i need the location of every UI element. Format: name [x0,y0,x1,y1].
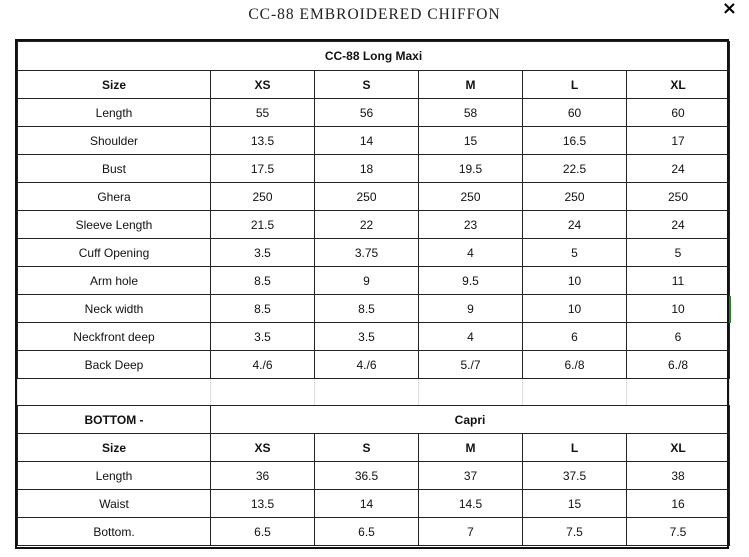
cell-selection-marker [729,296,731,323]
table-cell: 250 [523,183,627,211]
table-cell: 24 [627,155,730,183]
header-cell: M [419,71,523,99]
table-cell: 4 [419,239,523,267]
table-row [18,239,730,267]
table-cell: 60 [523,99,627,127]
row-label: Length [18,462,211,490]
row-label: Bust [18,155,211,183]
row-label: Cuff Opening [18,239,211,267]
size-chart-table [17,41,730,546]
empty-cell [18,379,211,406]
table-cell: 3.5 [211,239,315,267]
header-cell: Size [18,71,211,99]
table-row [18,462,730,490]
table-cell: 11 [627,267,730,295]
table-cell: 9.5 [419,267,523,295]
table-cell: 8.5 [211,295,315,323]
page-title: CC-88 EMBROIDERED CHIFFON [248,6,501,23]
table-cell: 9 [315,267,419,295]
table-cell: 24 [627,211,730,239]
table-cell: 24 [523,211,627,239]
table-cell: 6 [627,323,730,351]
table-cell: 18 [315,155,419,183]
table-cell: 5./7 [419,351,523,379]
table-row [18,295,730,323]
header-cell: S [315,434,419,462]
table-row [18,518,730,546]
row-label: Length [18,99,211,127]
table-cell: 3.5 [315,323,419,351]
empty-cell [211,379,315,406]
row-label: Back Deep [18,351,211,379]
table-cell: 37.5 [523,462,627,490]
spacer-row [18,379,730,406]
table-cell: 36 [211,462,315,490]
table-cell: 56 [315,99,419,127]
table-cell: 22.5 [523,155,627,183]
header-cell: XS [211,71,315,99]
table-cell: 10 [523,267,627,295]
table-cell: 7 [419,518,523,546]
row-label: Sleeve Length [18,211,211,239]
table-cell: 4 [419,323,523,351]
row-label: Neckfront deep [18,323,211,351]
header-cell: XL [627,434,730,462]
table-cell: 14.5 [419,490,523,518]
table-cell: 7.5 [523,518,627,546]
size-chart-body [18,42,730,546]
table-row [18,267,730,295]
empty-cell [315,379,419,406]
row-label: Neck width [18,295,211,323]
table-cell: 60 [627,99,730,127]
header-cell: L [523,434,627,462]
table-row [18,99,730,127]
table-row [18,183,730,211]
table-cell: 4./6 [211,351,315,379]
table-row [18,211,730,239]
table-cell: 4./6 [315,351,419,379]
table-row [18,490,730,518]
table-cell: 55 [211,99,315,127]
table-cell: 23 [419,211,523,239]
table-cell: 14 [315,127,419,155]
table-cell: 16 [627,490,730,518]
header-cell: S [315,71,419,99]
table-cell: 58 [419,99,523,127]
empty-cell [419,379,523,406]
table-cell: 36.5 [315,462,419,490]
table-cell: 3.75 [315,239,419,267]
row-label: Shoulder [18,127,211,155]
table-row [18,127,730,155]
table-row [18,351,730,379]
top-table-header-row [18,71,730,99]
table-cell: 8.5 [315,295,419,323]
row-label: Bottom. [18,518,211,546]
table-cell: 22 [315,211,419,239]
header-cell: XS [211,434,315,462]
table-cell: 10 [627,295,730,323]
table-cell: 17.5 [211,155,315,183]
table-cell: 13.5 [211,127,315,155]
table-cell: 15 [419,127,523,155]
table-cell: 10 [523,295,627,323]
row-label: Arm hole [18,267,211,295]
table-cell: 250 [627,183,730,211]
table-cell: 6 [523,323,627,351]
table-row [18,323,730,351]
table-cell: 14 [315,490,419,518]
table-cell: 5 [627,239,730,267]
table-cell: 250 [419,183,523,211]
table-cell: 3.5 [211,323,315,351]
table-cell: 6.5 [315,518,419,546]
empty-cell [627,379,730,406]
table-cell: 250 [211,183,315,211]
header-cell: XL [627,71,730,99]
empty-cell [523,379,627,406]
table-cell: 9 [419,295,523,323]
table-cell: 7.5 [627,518,730,546]
table-row [18,155,730,183]
bottom-table-title: Capri [211,406,730,434]
row-label: Ghera [18,183,211,211]
bottom-table-label: BOTTOM - [18,406,211,434]
table-cell: 6./8 [523,351,627,379]
table-cell: 13.5 [211,490,315,518]
table-cell: 37 [419,462,523,490]
table-cell: 15 [523,490,627,518]
table-cell: 250 [315,183,419,211]
table-cell: 38 [627,462,730,490]
table-cell: 21.5 [211,211,315,239]
table-cell: 16.5 [523,127,627,155]
close-icon[interactable]: × [721,0,737,19]
bottom-table-title-row [18,406,730,434]
header-cell: Size [18,434,211,462]
table-cell: 17 [627,127,730,155]
header-cell: L [523,71,627,99]
row-label: Waist [18,490,211,518]
size-chart-sheet [15,39,729,549]
table-cell: 5 [523,239,627,267]
table-cell: 6.5 [211,518,315,546]
top-table-title-row [18,42,730,71]
bottom-table-header-row [18,434,730,462]
table-cell: 6./8 [627,351,730,379]
header-cell: M [419,434,523,462]
top-table-title: CC-88 Long Maxi [18,42,730,71]
table-cell: 8.5 [211,267,315,295]
table-cell: 19.5 [419,155,523,183]
